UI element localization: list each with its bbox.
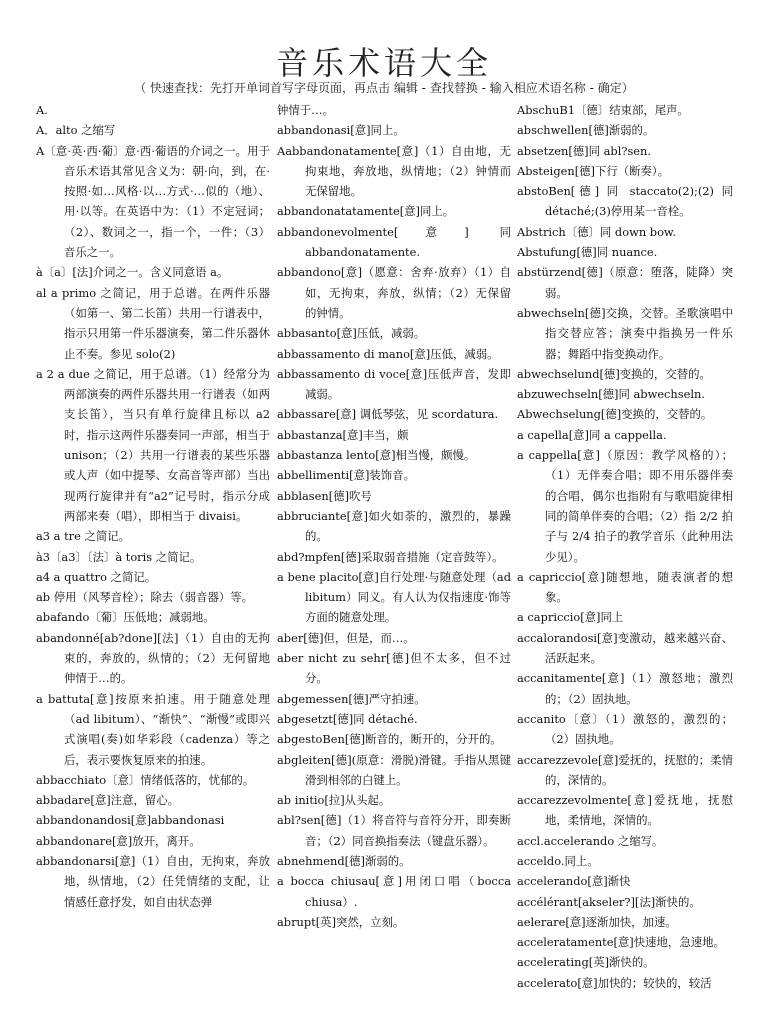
glossary-entry: abbandonarsi[意]（1）自由，无拘束，奔放地，纵情地，（2）任凭情绪的支配，让情感任意抒发，如自由状态弹: [36, 853, 270, 909]
glossary-entry: abgesetzt[德]同 détaché.: [277, 711, 418, 726]
glossary-entry: abbandonevolmente[意] 同 abbandonatamente.: [277, 224, 511, 260]
glossary-entry: aelerare[意]逐渐加快，加速。: [517, 914, 677, 929]
glossary-entry: accarezzevolmente[意]爱抚地，抚慰地，柔情地，深情的。: [517, 793, 733, 828]
glossary-entry: a capriccio[意]同上: [517, 610, 624, 625]
glossary-entry: accalorandosi[意]变激动，越来越兴奋、活跃起来。: [517, 630, 733, 666]
glossary-entry: Abwechselung[德]变换的，交替的。: [517, 407, 713, 422]
glossary-entry: aber nicht zu sehr[德]但不太多，但不过分。: [277, 651, 511, 686]
glossary-entry: abgestoBen[德]断音的，断开的，分开的。: [277, 732, 502, 747]
glossary-entry: abbandonandosi[意]abbandonasi: [36, 813, 225, 828]
glossary-entry: a cappella[意]（原因：教学风格的）；（1）无伴奏合唱；即不用乐器伴奏的合唱，偶尔也指附有与歌唱旋律相同的简单伴奏的合唱；（2）指 2/2 拍子与 2/4 拍子的教学音乐（此种用法少见）。: [517, 448, 733, 564]
glossary-column-2: [277, 100, 511, 932]
glossary-entry: A．alto 之缩写: [36, 123, 116, 138]
glossary-entry: accanitamente[意]（1）激怒地；激烈的；（2）固执地。: [517, 671, 733, 706]
search-instructions: （ 快速查找：先打开单词首写字母页面，再点击 编辑 - 查找替换 - 输入相应术语名称 - 确定）: [134, 81, 634, 95]
glossary-entry: abbadare[意]注意，留心。: [36, 793, 180, 808]
glossary-entry: ab initio[拉]从头起。: [277, 793, 391, 808]
glossary-entry: a battuta[意]按原来拍速。用于随意处理（ad libitum）、“渐快”、“渐慢”或即兴式演唱(奏)如华彩段（cadenza）等之后，表示要恢复原来的拍速。: [36, 691, 270, 767]
glossary-entry: abafando〔葡〕压低地；减弱地。: [36, 610, 215, 625]
glossary-entry: abbassare[意] 调低琴弦，见 scordatura.: [277, 407, 499, 422]
glossary-entry: abblasen[德]吹号: [277, 488, 372, 503]
glossary-entry: abstoBen[德] 同 staccato(2);(2) 同 détaché;(3)停用某一音栓。: [517, 184, 733, 219]
glossary-column-3: [517, 100, 733, 993]
glossary-entry: abbandonatatamente[意]同上。: [277, 204, 455, 219]
glossary-entry: abwechselund[德]变换的，交替的。: [517, 366, 711, 381]
glossary-entry: ab 停用（风琴音栓）；除去（弱音器）等。: [36, 590, 254, 605]
glossary-entry: Aabbandonatamente[意]（1）自由地，无拘束地，奔放地，纵情地；（2）钟情而无保留地。: [277, 143, 511, 199]
glossary-entry: abd?mpfen[德]采取弱音措施（定音鼓等）。: [277, 549, 504, 564]
glossary-entry: a bene placito[意]自行处理·与随意处理（ad libitum）同义。有人认为仅指速度·饰等方面的随意处理。: [277, 569, 511, 625]
glossary-entry: AbschuB1〔德〕结束部，尾声。: [517, 103, 689, 117]
glossary-entry: accélérant[akseler?][法]渐快的。: [517, 894, 701, 909]
glossary-entry: accelerando[意]渐快: [517, 874, 631, 889]
glossary-entry: abschwellen[德]渐弱的。: [517, 123, 655, 138]
glossary-entry: accelerating[英]渐快的。: [517, 955, 655, 970]
glossary-entry: aber[德]但，但是，而…。: [277, 630, 415, 645]
glossary-entry: acceleratamente[意]快速地，急速地。: [517, 935, 725, 950]
glossary-entry: abbandonasi[意]同上。: [277, 123, 405, 138]
glossary-entry: abbacchiato〔意〕情绪低落的，忧郁的。: [36, 772, 255, 787]
glossary-entry: abl?sen[德]（1）将音符与音符分开，即奏断音；（2）同音换指奏法（键盘乐器）。: [277, 813, 511, 848]
glossary-entry: a bocca chiusau[意]用闭口唱（bocca chiusa）.: [277, 874, 511, 909]
glossary-column-1: [36, 100, 270, 912]
glossary-entry: absetzen[德]同 abl?sen.: [517, 143, 651, 158]
glossary-entry: acceldo.同上。: [517, 853, 599, 868]
glossary-entry: abbandonare[意]放开，离开。: [36, 833, 201, 848]
glossary-entry: à3〔a3〕〔法〕à toris 之简记。: [36, 549, 202, 564]
glossary-entry: a3 a tre 之简记。: [36, 529, 131, 544]
glossary-entry: accelerato[意]加快的；较快的，较活: [517, 975, 712, 990]
glossary-entry: abgemessen[德]严守拍速。: [277, 691, 426, 706]
glossary-entry: a4 a quattro 之简记。: [36, 569, 157, 584]
glossary-entry: abbasanto[意]压低，减弱。: [277, 326, 426, 341]
glossary-entry: abbruciante[意]如火如荼的，激烈的，暴躁的。: [277, 508, 511, 544]
glossary-entry: Absteigen[德]下行（断奏）。: [517, 163, 670, 178]
glossary-entry: accarezzevole[意]爱抚的，抚慰的；柔情的，深情的。: [517, 752, 733, 787]
glossary-entry: abbellimenti[意]装饰音。: [277, 468, 415, 483]
glossary-entry: abrupt[英]突然，立刻。: [277, 914, 405, 929]
glossary-entry: accl.accelerando 之缩写。: [517, 833, 664, 848]
glossary-entry: Abstufung[德]同 nuance.: [517, 245, 658, 260]
glossary-entry: abbastanza lento[意]相当慢，颇慢。: [277, 448, 476, 463]
glossary-entry: abbassamento di voce[意]压低声音，发即减弱。: [277, 366, 511, 402]
glossary-entry: al a primo 之简记，用于总谱。在两件乐器（如第一、第二长笛）共用一行谱表中，指示只用第一件乐器演奏，第二件乐器休止不奏。参见 solo(2): [36, 285, 270, 361]
glossary-entry: abandonné[ab?done][法]（1）自由的无拘束的，奔放的，纵情的；（2）无何留地伸情于…的。: [36, 630, 270, 686]
glossary-entry: 钟情于…。: [277, 103, 334, 117]
glossary-entry: A.: [36, 103, 48, 117]
glossary-entry: a 2 a due 之简记，用于总谱。（1）经常分为两部演奏的两件乐器共用一行谱表（如两支长笛），当只有单行旋律且标以 a2 时，指示这两件乐器奏同一声部，相当于 unison；（2）共用一行谱表的某些乐器或人声（如中提琴、女高音等声部）当出现两行旋律并有“a2”记号时，指示分成两部来奏（唱），即相当于 divaisi。: [36, 366, 270, 523]
glossary-entry: a capella[意]同 a cappella.: [517, 427, 667, 442]
glossary-entry: accanito〔意〕（1）激怒的，激烈的；（2）固执地。: [517, 711, 733, 747]
glossary-entry: A〔意·英·西·葡〕意·西·葡语的介词之一。用于音乐术语其常见含义为：朝·向，到，在·按照·如…风格·以…方式·…似的（地）、用·以等。在英语中为：（1）不定冠词；（2）、数词之一，指一个，一件；（3）音乐之一。: [36, 143, 270, 260]
glossary-entry: abbandono[意]（愿意：舍弃·放弃）（1）自如，无拘束，奔放，纵情；（2）无保留的钟情。: [277, 265, 511, 320]
glossary-entry: abstürzend[德]（原意：堕落，陡降）突弱。: [517, 265, 733, 300]
document-title: 音乐术语大全: [275, 44, 492, 82]
glossary-entry: abzuwechseln[德]同 abwechseln.: [517, 387, 705, 402]
glossary-entry: a capriccio[意]随想地，随表演者的想象。: [517, 569, 733, 605]
glossary-entry: abbastanza[意]丰当，颇: [277, 427, 409, 442]
glossary-entry: Abstrich〔德〕同 down bow.: [517, 224, 676, 239]
glossary-entry: abwechseln[德]交换，交替。圣歌演唱中指交替应答；演奏中指换另一件乐器；舞蹈中指变换动作。: [517, 305, 733, 361]
glossary-entry: abnehmend[德]渐弱的。: [277, 853, 411, 868]
glossary-entry: à〔a〕[法]介词之一。含义同意语 a。: [36, 265, 229, 280]
glossary-entry: abgleiten[德](原意：滑脱)滑键。手指从黑键滑到相邻的白键上。: [277, 752, 511, 787]
glossary-entry: abbassamento di mano[意]压低，减弱。: [277, 346, 499, 361]
